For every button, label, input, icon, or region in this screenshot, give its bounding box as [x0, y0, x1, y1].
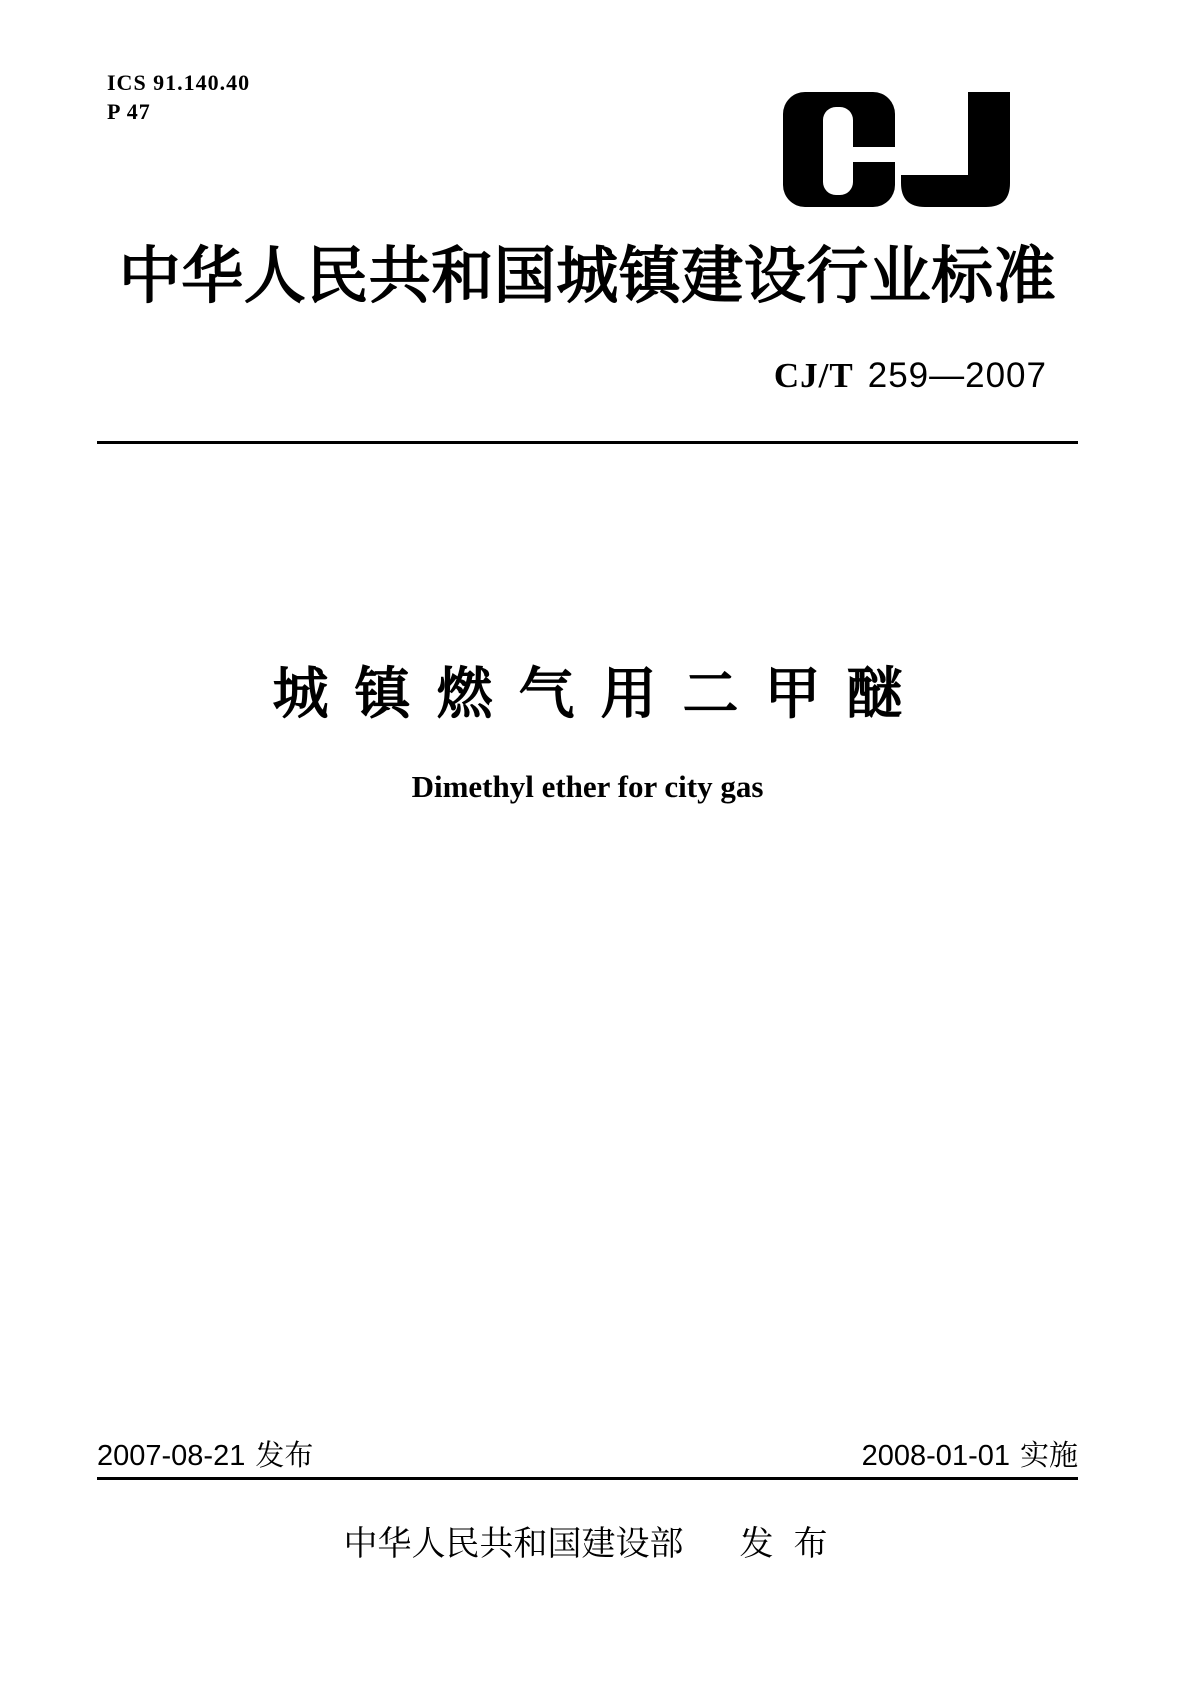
document-title-chinese: 城镇燃气用二甲醚: [272, 662, 929, 725]
cj-logo-j: [901, 92, 1010, 207]
cj-logo-c-aperture: [838, 147, 895, 162]
publisher-row: [0, 1526, 1191, 1563]
release-label: 发布: [739, 1525, 848, 1563]
standard-number-prefix: CJ/T: [773, 356, 854, 395]
standard-category-title: 中华人民共和国城镇建设行业标准: [118, 242, 1057, 311]
header-divider-line: [97, 441, 1078, 444]
ics-block: [107, 68, 250, 126]
publisher-name: 中华人民共和国建设部: [343, 1525, 684, 1563]
implement-date-block: [862, 1441, 1078, 1473]
document-title-english: Dimethyl ether for city gas: [411, 769, 764, 804]
implement-label: 实施: [1019, 1440, 1078, 1472]
issue-label: 发布: [255, 1440, 314, 1472]
issue-date: 2007-08-21: [97, 1440, 246, 1472]
standard-number: [774, 358, 1047, 393]
footer-divider-line: [97, 1477, 1078, 1480]
implement-date: 2008-01-01: [861, 1440, 1010, 1472]
doc-class-code: P 47: [107, 99, 151, 124]
cj-logo: [783, 92, 1010, 207]
ics-code: ICS 91.140.40: [107, 70, 251, 95]
issue-date-block: [97, 1441, 313, 1473]
date-row: [97, 1441, 1078, 1473]
standard-number-digits: 259—2007: [867, 356, 1047, 395]
